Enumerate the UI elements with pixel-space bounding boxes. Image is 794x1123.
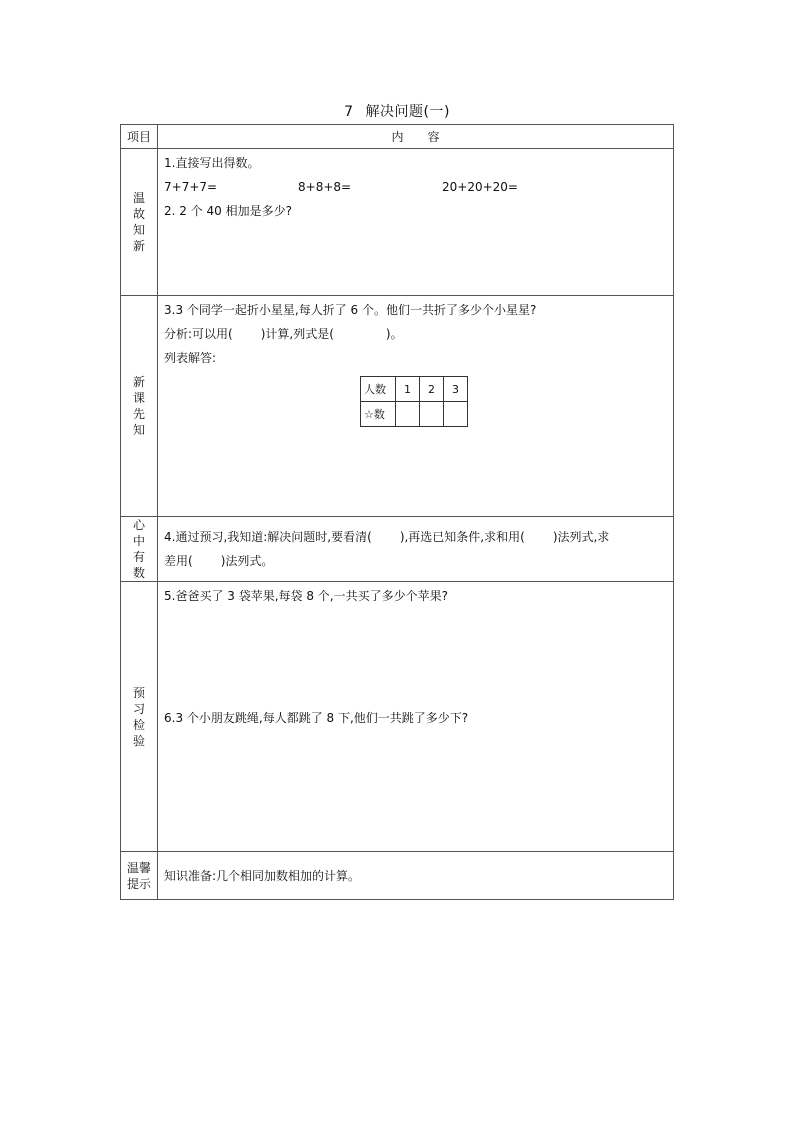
question-4-line-1	[164, 525, 673, 549]
equation-row	[164, 175, 673, 199]
preview-label-text: 新课先知	[132, 375, 145, 437]
page-title	[0, 101, 794, 121]
section-review	[121, 149, 674, 296]
section-tip	[121, 852, 674, 900]
equation-1: 7+7+7=	[164, 180, 218, 194]
section-label-preview	[121, 296, 158, 517]
mini-head-people: 人数	[361, 377, 396, 402]
question-1: 1.直接写出得数。	[164, 156, 260, 170]
mini-row-people	[361, 377, 468, 402]
section-content-review	[158, 149, 674, 296]
review-label-text: 温故知新	[132, 191, 145, 253]
mini-cell-3: 3	[444, 377, 468, 402]
section-label-check	[121, 582, 158, 852]
section-check	[121, 582, 674, 852]
q4-part-b: ),再选已知条件,求和用(	[399, 530, 525, 544]
mini-cell-1: 1	[396, 377, 420, 402]
analysis-line	[164, 322, 673, 346]
section-label-review	[121, 149, 158, 296]
equation-2: 8+8+8=	[298, 180, 352, 194]
header-row	[121, 125, 674, 149]
question-6: 6.3 个小朋友跳绳,每人都跳了 8 下,他们一共跳了多少下?	[164, 711, 469, 725]
q4-part-e: )法列式。	[220, 554, 274, 568]
section-content-heart	[158, 517, 674, 582]
check-label-text: 预习检验	[132, 685, 145, 748]
question-5: 5.爸爸买了 3 袋苹果,每袋 8 个,一共买了多少个苹果?	[164, 589, 448, 603]
header-item-label	[121, 125, 158, 149]
q4-part-d: 差用(	[164, 554, 193, 568]
mini-head-stars: ☆数	[361, 402, 396, 427]
q4-part-c: )法列式,求	[552, 530, 610, 544]
header-content-text: 内 容	[391, 130, 440, 144]
section-label-heart	[121, 517, 158, 582]
section-label-tip	[121, 852, 158, 900]
tip-text: 知识准备:几个相同加数相加的计算。	[164, 868, 361, 883]
section-content-tip	[158, 852, 674, 900]
header-item-text: 项目	[126, 129, 151, 144]
analysis-part-3: )。	[385, 327, 403, 341]
heart-label-text: 心中有数	[132, 518, 145, 580]
mini-answer-cell[interactable]	[396, 402, 420, 427]
table-intro: 列表解答:	[164, 351, 217, 365]
q4-part-a: 4.通过预习,我知道:解决问题时,要看清(	[164, 530, 372, 544]
worksheet-table	[120, 124, 674, 900]
mini-row-stars	[361, 402, 468, 427]
analysis-part-1: 分析:可以用(	[164, 327, 233, 341]
equation-3: 20+20+20=	[442, 180, 518, 194]
lesson-title: 解决问题(一)	[365, 104, 450, 120]
question-4-line-2	[164, 549, 673, 573]
header-content-label	[158, 125, 674, 149]
question-2: 2. 2 个 40 相加是多少?	[164, 204, 292, 218]
mini-cell-2: 2	[420, 377, 444, 402]
mini-answer-cell[interactable]	[420, 402, 444, 427]
section-preview	[121, 296, 674, 517]
tip-label-text: 温馨提示	[126, 860, 151, 891]
mini-answer-cell[interactable]	[444, 402, 468, 427]
answer-mini-table	[360, 376, 468, 427]
section-heart	[121, 517, 674, 582]
question-3: 3.3 个同学一起折小星星,每人折了 6 个。他们一共折了多少个小星星?	[164, 303, 537, 317]
lesson-number: 7	[344, 104, 354, 120]
section-content-check	[158, 582, 674, 852]
section-content-preview	[158, 296, 674, 517]
analysis-part-2: )计算,列式是(	[260, 327, 334, 341]
answer-space-5[interactable]	[164, 608, 673, 706]
